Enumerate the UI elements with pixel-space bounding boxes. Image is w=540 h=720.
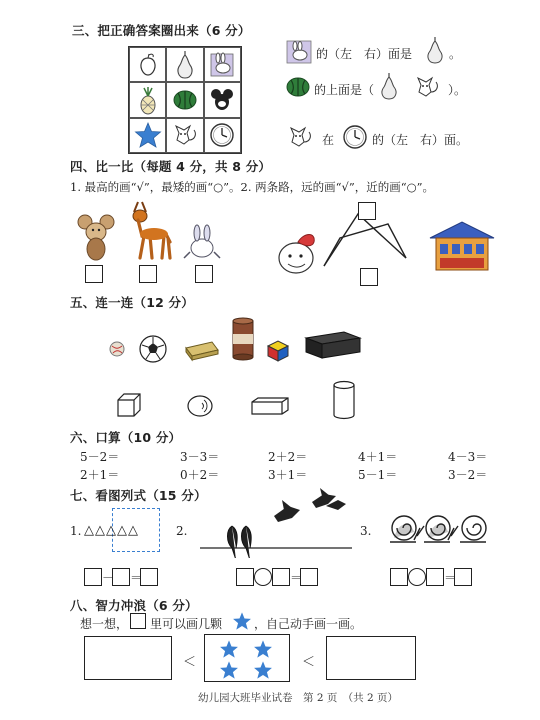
picture-grid xyxy=(128,46,242,154)
problem-1-label: 1. xyxy=(70,524,82,538)
grid-cell-pineapple[interactable] xyxy=(129,82,166,117)
equation-2 xyxy=(236,568,318,586)
page-footer: 幼儿园大班毕业试卷 第 2 页 （共 2 页） xyxy=(198,692,398,704)
answer-box[interactable] xyxy=(390,568,408,586)
deer-icon xyxy=(120,198,176,262)
section8-title: 八、智力冲浪（6 分） xyxy=(70,598,198,613)
q1-text: 的（左 右）面是 xyxy=(316,47,413,61)
cylinder-can-icon[interactable] xyxy=(230,316,256,362)
cylinder-shape-icon[interactable] xyxy=(332,380,356,420)
birds-on-wire-illustration xyxy=(196,488,356,558)
star-icon xyxy=(232,611,252,631)
q2-end: ）。 xyxy=(448,83,467,97)
rubiks-cube-icon[interactable] xyxy=(266,338,290,362)
section6-title: 六、口算（10 分） xyxy=(70,430,182,445)
q1-end: 。 xyxy=(449,47,462,61)
answer-box[interactable] xyxy=(300,568,318,586)
operator-circle[interactable] xyxy=(254,568,272,586)
pineapple-icon xyxy=(136,85,160,115)
grid-cell-rabbit[interactable] xyxy=(204,47,241,82)
watermelon-icon xyxy=(172,88,198,112)
cartoon-head-icon xyxy=(274,228,320,276)
section8-prompt-c: ，自己动手画一画。 xyxy=(254,617,363,631)
star-icon xyxy=(253,639,273,659)
equals-sign: ＝ xyxy=(444,570,457,585)
rabbit-icon xyxy=(208,51,236,79)
pear-icon xyxy=(424,36,446,64)
watermelon-icon xyxy=(285,76,311,98)
q2-text: 的上面是（ xyxy=(314,83,375,97)
prompt-box-icon xyxy=(130,613,146,629)
fox-icon xyxy=(412,74,442,100)
mouse-icon xyxy=(209,87,235,113)
cuboid-shape-icon[interactable] xyxy=(250,396,290,416)
answer-box[interactable] xyxy=(236,568,254,586)
star-icon xyxy=(219,660,239,680)
calc-item: 4－3＝ xyxy=(448,450,488,464)
sphere-shape-icon[interactable] xyxy=(186,394,214,418)
calc-item: 5－1＝ xyxy=(358,468,398,482)
fox-icon xyxy=(286,124,314,150)
equation-3 xyxy=(390,568,472,586)
grid-cell-clock[interactable] xyxy=(204,118,241,153)
drawing-box-left[interactable] xyxy=(84,636,172,680)
calc-item: 3－2＝ xyxy=(448,468,488,482)
rabbit-icon xyxy=(286,40,312,64)
pear-icon xyxy=(378,72,400,100)
answer-box[interactable] xyxy=(426,568,444,586)
section4-instruction: 1. 最高的画“√”，最矮的画“○”。2. 两条路，远的画“√”，近的画“○”。 xyxy=(70,180,435,194)
problem-2-label: 2. xyxy=(176,524,188,538)
minus-sign: － xyxy=(102,570,115,585)
house-icon xyxy=(428,220,496,272)
answer-box-rabbit[interactable] xyxy=(195,265,213,283)
calc-item: 2＋2＝ xyxy=(268,450,308,464)
fox-icon xyxy=(171,122,199,148)
peach-icon xyxy=(135,52,161,78)
grid-cell-fox[interactable] xyxy=(166,118,203,153)
section5-title: 五、连一连（12 分） xyxy=(70,295,194,310)
box-package-icon[interactable] xyxy=(184,338,220,362)
answer-box[interactable] xyxy=(454,568,472,586)
rabbit-character-icon xyxy=(182,224,222,260)
less-than-sign: ＜ xyxy=(183,655,197,670)
stars-box xyxy=(204,634,290,682)
pear-icon xyxy=(172,50,198,80)
answer-box[interactable] xyxy=(272,568,290,586)
soccer-ball-icon[interactable] xyxy=(138,334,168,364)
section8-prompt-b: 里可以画几颗 xyxy=(150,617,223,631)
operator-circle[interactable] xyxy=(408,568,426,586)
q3-text-a: 在 xyxy=(322,133,335,147)
answer-box-path-top[interactable] xyxy=(358,202,376,220)
grid-cell-peach[interactable] xyxy=(129,47,166,82)
grid-cell-watermelon[interactable] xyxy=(166,82,203,117)
less-than-sign: ＜ xyxy=(302,655,316,670)
drawing-box-right[interactable] xyxy=(326,636,416,680)
section8-prompt-a: 想一想， xyxy=(80,617,129,631)
clock-icon xyxy=(342,124,368,150)
cube-shape-icon[interactable] xyxy=(116,392,142,418)
section7-title: 七、看图列式（15 分） xyxy=(70,488,207,503)
star-icon xyxy=(219,639,239,659)
calc-item: 3＋1＝ xyxy=(268,468,308,482)
mouse-character-icon xyxy=(76,212,116,262)
problem-3-label: 3. xyxy=(360,524,372,538)
snails-illustration xyxy=(384,502,494,548)
ball-small-icon[interactable] xyxy=(108,340,126,358)
star-icon xyxy=(253,660,273,680)
calc-item: 2＋1＝ xyxy=(80,468,120,482)
answer-box-path-bottom[interactable] xyxy=(360,268,378,286)
grid-cell-mouse[interactable] xyxy=(204,82,241,117)
calc-item: 0＋2＝ xyxy=(180,468,220,482)
answer-box[interactable] xyxy=(140,568,158,586)
grid-cell-star[interactable] xyxy=(129,118,166,153)
calc-item: 4＋1＝ xyxy=(358,450,398,464)
equation-1 xyxy=(84,568,158,586)
clock-icon xyxy=(209,122,235,148)
star-icon xyxy=(134,121,162,149)
answer-box[interactable] xyxy=(112,568,130,586)
box-black-icon[interactable] xyxy=(304,328,362,360)
calc-item: 3－3＝ xyxy=(180,450,220,464)
answer-box[interactable] xyxy=(84,568,102,586)
triangles-row: △△△△△ xyxy=(84,523,139,538)
section4-title: 四、比一比（每题 4 分，共 8 分） xyxy=(70,159,272,174)
q3-text-b: 的（左 右）面。 xyxy=(372,133,469,147)
answer-box-deer[interactable] xyxy=(139,265,157,283)
calc-item: 5－2＝ xyxy=(80,450,120,464)
answer-box-mouse[interactable] xyxy=(85,265,103,283)
section3-title: 三、把正确答案圈出来（6 分） xyxy=(72,23,251,38)
grid-cell-pear[interactable] xyxy=(166,47,203,82)
equals-sign: ＝ xyxy=(290,570,303,585)
equals-sign: ＝ xyxy=(130,570,143,585)
